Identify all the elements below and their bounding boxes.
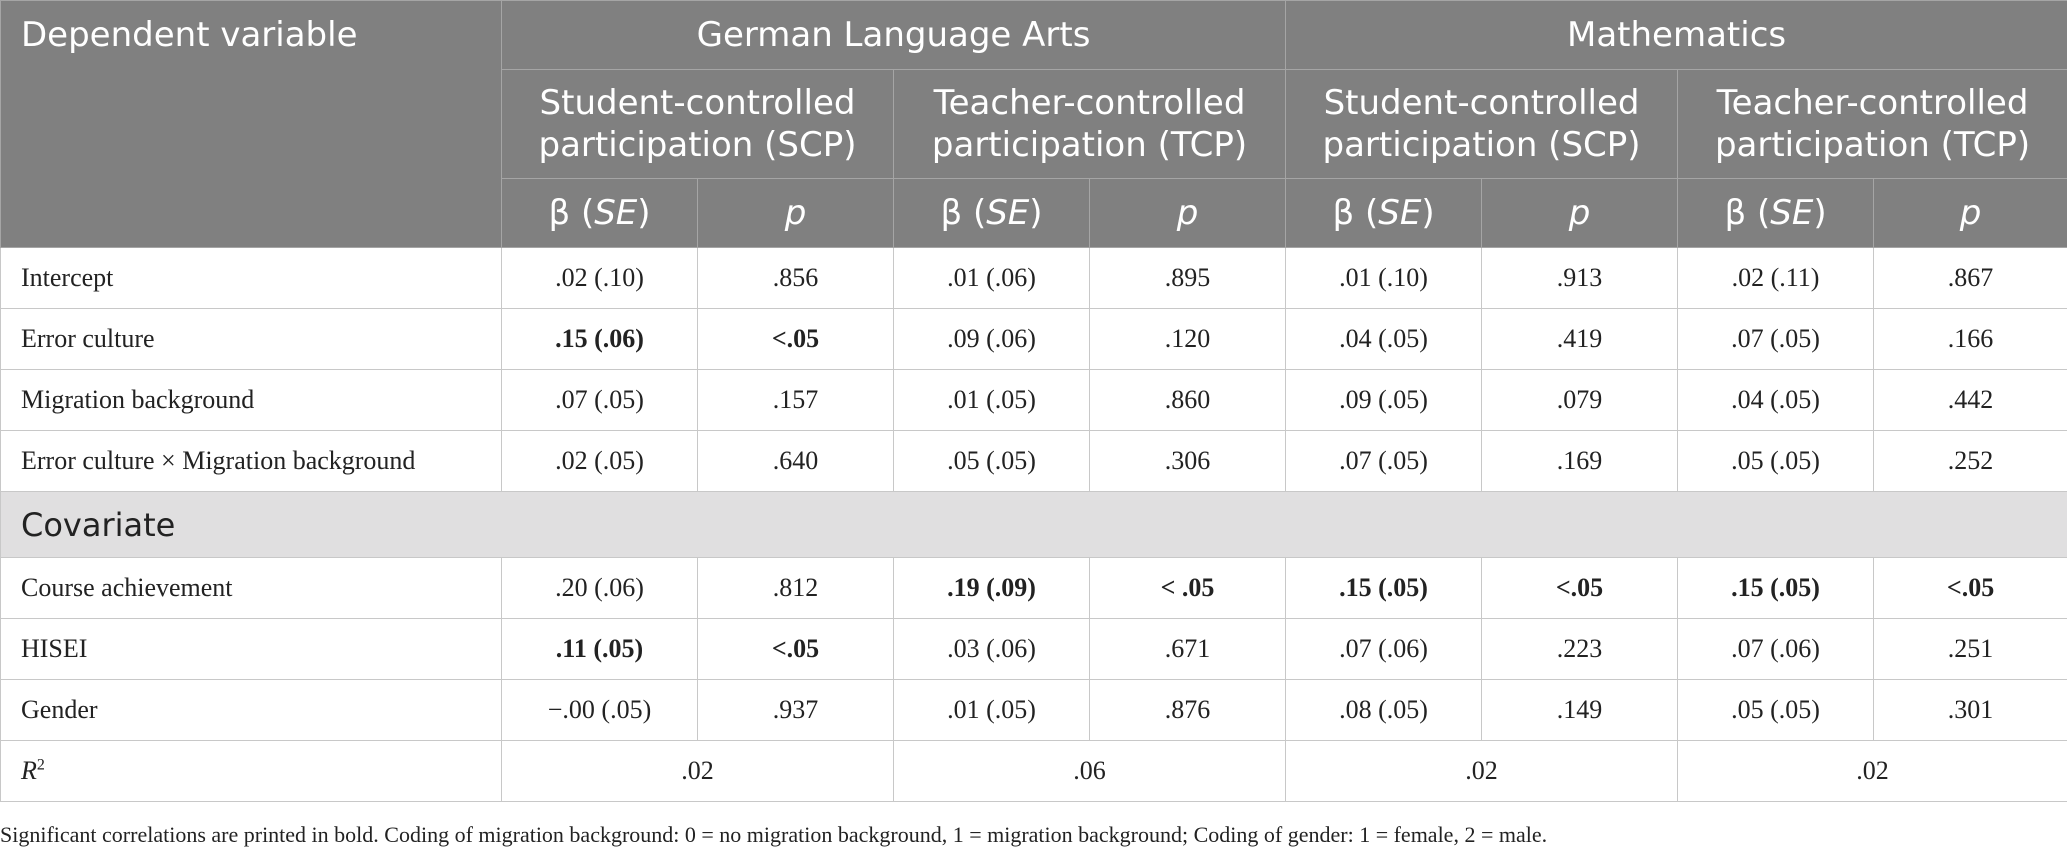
row-label: HISEI (1, 619, 502, 680)
group-header-german-scp: Student-controlled participation (SCP) (502, 70, 894, 179)
table-cell: .301 (1874, 680, 2067, 741)
table-row (1, 680, 2067, 741)
table-cell: .149 (1482, 680, 1678, 741)
row-label: Error culture × Migration background (1, 431, 502, 492)
table-cell: .913 (1482, 248, 1678, 309)
table-cell: .442 (1874, 370, 2067, 431)
table-cell: .08 (.05) (1286, 680, 1482, 741)
row-label: Course achievement (1, 558, 502, 619)
group-header-math-scp: Student-controlled participation (SCP) (1286, 70, 1678, 179)
table-cell: .05 (.05) (1678, 431, 1874, 492)
table-cell: .15 (.05) (1286, 558, 1482, 619)
subject-header-german: German Language Arts (502, 1, 1286, 70)
table-cell: .876 (1090, 680, 1286, 741)
column-header-beta: β (SE) (502, 179, 698, 248)
table-cell: .157 (698, 370, 894, 431)
r-squared-value: .02 (1286, 741, 1678, 802)
table-cell: .07 (.06) (1286, 619, 1482, 680)
table-cell: .169 (1482, 431, 1678, 492)
column-header-beta: β (SE) (894, 179, 1090, 248)
row-label: Intercept (1, 248, 502, 309)
table-cell: .15 (.05) (1678, 558, 1874, 619)
table-cell: .856 (698, 248, 894, 309)
r-squared-value: .02 (1678, 741, 2067, 802)
table-cell: <.05 (698, 619, 894, 680)
table-cell: .419 (1482, 309, 1678, 370)
group-header-math-tcp: Teacher-controlled participation (TCP) (1678, 70, 2067, 179)
column-header-beta: β (SE) (1678, 179, 1874, 248)
table-cell: .09 (.06) (894, 309, 1090, 370)
table-cell: <.05 (1874, 558, 2067, 619)
table-cell: <.05 (1482, 558, 1678, 619)
table-cell: .640 (698, 431, 894, 492)
column-header-p: p (1874, 179, 2067, 248)
table-cell: .079 (1482, 370, 1678, 431)
table-cell: −.00 (.05) (502, 680, 698, 741)
table-cell: .01 (.06) (894, 248, 1090, 309)
column-header-p: p (1090, 179, 1286, 248)
column-header-p: p (698, 179, 894, 248)
table-cell: .120 (1090, 309, 1286, 370)
table-cell: .02 (.11) (1678, 248, 1874, 309)
subject-header-mathematics: Mathematics (1286, 1, 2067, 70)
table-cell: .251 (1874, 619, 2067, 680)
r-squared-label: $R^2$ (1, 741, 502, 802)
r-squared-value: .02 (502, 741, 894, 802)
covariate-section-label: Covariate (1, 492, 2067, 558)
table-cell: .01 (.10) (1286, 248, 1482, 309)
table-cell: .07 (.05) (502, 370, 698, 431)
table-cell: .01 (.05) (894, 370, 1090, 431)
table-cell: .04 (.05) (1678, 370, 1874, 431)
table-cell: <.05 (698, 309, 894, 370)
table-cell: .11 (.05) (502, 619, 698, 680)
table-cell: .07 (.05) (1286, 431, 1482, 492)
table-cell: .937 (698, 680, 894, 741)
dependent-variable-header: Dependent variable (1, 1, 502, 248)
row-label: Gender (1, 680, 502, 741)
table-cell: .223 (1482, 619, 1678, 680)
table-cell: .02 (.10) (502, 248, 698, 309)
table-cell: .07 (.06) (1678, 619, 1874, 680)
table-row (1, 431, 2067, 492)
column-header-p: p (1482, 179, 1678, 248)
table-cell: .01 (.05) (894, 680, 1090, 741)
table-cell: .03 (.06) (894, 619, 1090, 680)
table-row (1, 309, 2067, 370)
table-cell: .306 (1090, 431, 1286, 492)
table-cell: .19 (.09) (894, 558, 1090, 619)
table-cell: .09 (.05) (1286, 370, 1482, 431)
column-header-beta: β (SE) (1286, 179, 1482, 248)
table-cell: .15 (.06) (502, 309, 698, 370)
covariate-section-row (1, 492, 2067, 558)
table-body (1, 248, 2067, 802)
table-cell: .252 (1874, 431, 2067, 492)
table-row (1, 370, 2067, 431)
r-squared-row (1, 741, 2067, 802)
table-cell: .895 (1090, 248, 1286, 309)
r-squared-value: .06 (894, 741, 1286, 802)
table-cell: .07 (.05) (1678, 309, 1874, 370)
table-cell: .860 (1090, 370, 1286, 431)
table-header (1, 1, 2067, 248)
table-cell: .166 (1874, 309, 2067, 370)
table-cell: .20 (.06) (502, 558, 698, 619)
table-footnote: Significant correlations are printed in bold. Coding of migration background: 0 = no migration background, 1 = migration background; Coding of gender: 1 = female, 2 = male. (0, 822, 1548, 847)
table-cell: .812 (698, 558, 894, 619)
table-cell: .867 (1874, 248, 2067, 309)
table-cell: .05 (.05) (894, 431, 1090, 492)
table-cell: < .05 (1090, 558, 1286, 619)
table-cell: .02 (.05) (502, 431, 698, 492)
table-row (1, 619, 2067, 680)
table-cell: .04 (.05) (1286, 309, 1482, 370)
table-cell: .671 (1090, 619, 1286, 680)
table-row (1, 558, 2067, 619)
table-row (1, 248, 2067, 309)
row-label: Migration background (1, 370, 502, 431)
table-cell: .05 (.05) (1678, 680, 1874, 741)
group-header-german-tcp: Teacher-controlled participation (TCP) (894, 70, 1286, 179)
row-label: Error culture (1, 309, 502, 370)
